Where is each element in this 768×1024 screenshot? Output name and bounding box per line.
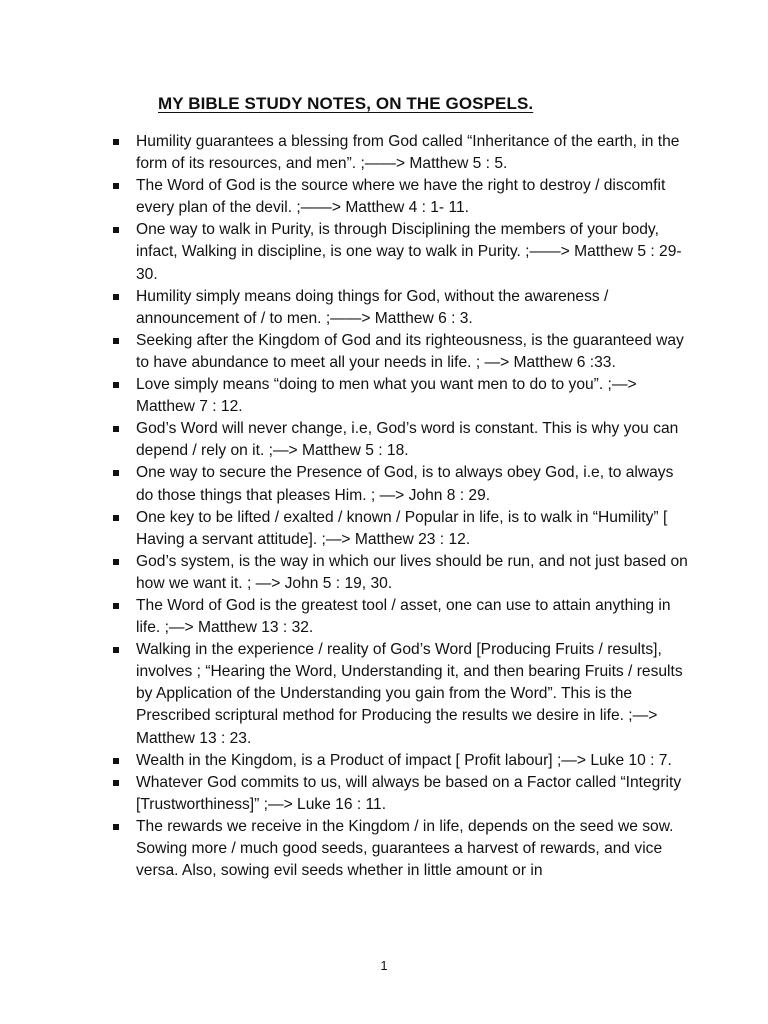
list-item — [112, 462, 692, 506]
list-item — [112, 772, 692, 816]
bullet-icon — [113, 824, 119, 830]
page-number: 1 — [380, 958, 388, 973]
note-text: One key to be lifted / exalted / known / Popular in life, is to walk in “Humility” [ Having a servant attitude]. ;—> Matthew 23 : 12. — [136, 508, 668, 548]
list-item — [112, 219, 692, 285]
bullet-icon — [113, 603, 119, 609]
note-text: One way to secure the Presence of God, is to always obey God, i.e, to always do those things that pleases Him. ; —> John 8 : 29. — [136, 464, 674, 504]
list-item — [112, 374, 692, 418]
bullet-icon — [113, 515, 119, 521]
note-text: Seeking after the Kingdom of God and its righteousness, is the guaranteed way to have abundance to meet all your needs in life. ; —> Matthew 6 :33. — [136, 331, 684, 371]
bullet-icon — [113, 559, 119, 565]
note-text: Humility guarantees a blessing from God called “Inheritance of the earth, in the form of its resources, and men”. ;——> Matthew 5 : 5. — [136, 133, 680, 173]
list-item — [112, 418, 692, 462]
bullet-icon — [113, 780, 119, 786]
note-text: Wealth in the Kingdom, is a Product of impact [ Profit labour] ;—> Luke 10 : 7. — [136, 751, 672, 769]
note-text: The rewards we receive in the Kingdom / in life, depends on the seed we sow. Sowing more / much good seeds, guarantees a harvest of rewards, and vice versa. Also, sowing evil seeds whether in little amount or in — [136, 817, 674, 880]
bullet-icon — [113, 758, 119, 764]
list-item — [112, 507, 692, 551]
bullet-icon — [113, 139, 119, 145]
bullet-icon — [113, 338, 119, 344]
list-item — [112, 639, 692, 749]
list-item — [112, 131, 692, 175]
bullet-icon — [113, 183, 119, 189]
note-text: Walking in the experience / reality of God’s Word [Producing Fruits / results], involves ; “Hearing the Word, Understanding it, and then bearing Fruits / results by Application of the Understanding you gain from the Word”. This is the Prescribed scriptural method for Producing the results we desire in life. ;—> Matthew 13 : 23. — [136, 641, 683, 747]
bullet-icon — [113, 470, 119, 476]
notes-list — [112, 131, 692, 882]
note-text: One way to walk in Purity, is through Disciplining the members of your body, infact, Walking in discipline, is one way to walk in Purity. ;——> Matthew 5 : 29- 30. — [136, 221, 682, 283]
note-text: God’s system, is the way in which our lives should be run, and not just based on how we want it. ; —> John 5 : 19, 30. — [136, 552, 688, 592]
bullet-icon — [113, 647, 119, 653]
bullet-icon — [113, 294, 119, 300]
note-text: The Word of God is the source where we have the right to destroy / discomfit every plan of the devil. ;——> Matthew 4 : 1- 11. — [136, 177, 666, 217]
list-item — [112, 816, 692, 882]
list-item — [112, 330, 692, 374]
page-title: MY BIBLE STUDY NOTES, ON THE GOSPELS. — [158, 94, 534, 113]
note-text: The Word of God is the greatest tool / asset, one can use to attain anything in life. ;—> Matthew 13 : 32. — [136, 596, 671, 637]
note-text: Humility simply means doing things for God, without the awareness / announcement of / to men. ;——> Matthew 6 : 3. — [136, 287, 609, 327]
note-text: God’s Word will never change, i.e, God’s word is constant. This is why you can depend / rely on it. ;—> Matthew 5 : 18. — [136, 420, 679, 460]
list-item — [112, 551, 692, 595]
list-item — [112, 595, 692, 639]
note-text: Love simply means “doing to men what you want men to do to you”. ;—> Matthew 7 : 12. — [136, 376, 637, 416]
bullet-icon — [113, 382, 119, 388]
list-item — [112, 750, 692, 772]
note-text: Whatever God commits to us, will always be based on a Factor called “Integrity [Trustworthiness]” ;—> Luke 16 : 11. — [136, 773, 682, 813]
list-item — [112, 175, 692, 219]
bullet-icon — [113, 426, 119, 432]
bullet-icon — [113, 227, 119, 233]
list-item — [112, 286, 692, 330]
